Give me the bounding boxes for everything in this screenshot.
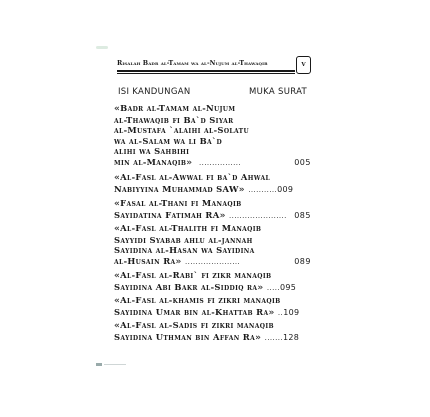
toc-entry-line: «Al-Fasl al-Rabi` fi zikr manaqib: [114, 270, 272, 281]
toc-entry: [114, 103, 311, 169]
toc-entry-last-line: Sayidina Abi Bakr al-Siddiq ra» .....095: [114, 281, 297, 293]
toc-entry-line: «Al-Fasl al-Awwal fi ba`d Ahwal: [114, 172, 271, 183]
toc-entry-last-line: Sayidina Umar bin al-Khattab Ra» ..109: [114, 306, 300, 318]
toc-page-number: 095: [280, 282, 297, 292]
ornament-close: »: [219, 210, 226, 221]
header-title: Risalah Badr al-Tamam wa al-Nujum al-Thawaqib: [117, 60, 268, 67]
page-number-badge: V: [296, 56, 311, 74]
ornament-close: »: [268, 307, 275, 318]
ornament-open: «: [114, 199, 121, 209]
footer-mark: [96, 363, 126, 367]
scan-artifact: [96, 46, 108, 49]
toc-entry-line: wa al-Salam wa li Ba`d: [114, 135, 223, 146]
toc-entry-last-line: Sayidina Uthman bin Affan Ra» .......128: [114, 331, 300, 343]
ornament-close: »: [255, 332, 262, 343]
header-rule-thin: [117, 73, 295, 74]
toc-entry-line: «Al-Fasl al-khamis fi zikri manaqib: [114, 295, 281, 306]
toc-page-number: 009: [277, 184, 294, 194]
toc-page-number: 085: [294, 210, 311, 220]
header-rule: [117, 70, 295, 72]
toc-entry-line: «Al-Fasl al-Thalith fi Manaqib: [114, 223, 262, 234]
toc-page-number: 109: [283, 307, 300, 317]
ornament-open: «: [114, 173, 121, 183]
ornament-close: »: [186, 157, 193, 168]
ornament-close: »: [238, 184, 245, 195]
toc-entry-line: alihi wa Sahbihi: [114, 146, 190, 157]
toc-page-number: 089: [294, 256, 311, 266]
toc-entry: [114, 295, 311, 318]
ornament-open: «: [114, 296, 121, 306]
running-header: [117, 54, 311, 76]
toc-entry-line: al-Mustafa `alaihi al-Solatu: [114, 125, 250, 136]
toc-entry-line: al-Thawaqib fi Ba`d Siyar: [114, 114, 234, 125]
toc-entry-last-line: al-Husain Ra» .....................: [114, 255, 241, 267]
leader-dots: .....: [266, 283, 280, 292]
toc-entry-last-line: Nabiyyina Muhammad SAW» ...........009: [114, 183, 294, 195]
toc-entry-line: «Fasal al-Thani fi Manaqib: [114, 198, 242, 209]
leader-dots: .....................: [184, 257, 241, 266]
toc-entry: [114, 198, 311, 221]
leader-dots: ...........: [248, 185, 278, 194]
leader-dots: ..: [277, 308, 284, 317]
page-column-heading: MUKA SURAT: [249, 87, 308, 97]
toc-entry-last-line: min al-Manaqib» ................: [114, 156, 242, 168]
toc-entry: [114, 172, 311, 195]
toc-entry-line: Sayidina al-Hasan wa Sayidina: [114, 245, 255, 256]
toc-entry: [114, 320, 311, 343]
toc-entry-line: Sayyidi Syabab ahlu al-jannah: [114, 234, 253, 245]
ornament-open: «: [114, 224, 121, 234]
toc-entry-line: «Al-Fasl al-Sadis fi zikri manaqib: [114, 320, 274, 331]
toc-entry-line: «Badr al-Tamam al-Nujum: [114, 103, 236, 114]
toc-entry-last-line: Sayidatina Fatimah RA» ......................: [114, 209, 287, 221]
toc-heading: ISI KANDUNGAN: [118, 87, 191, 97]
leader-dots: ................: [199, 158, 242, 167]
leader-dots: .......: [264, 333, 283, 342]
ornament-open: «: [114, 271, 121, 281]
ornament-open: «: [114, 321, 121, 331]
ornament-close: »: [175, 256, 182, 267]
ornament-open: «: [114, 104, 121, 114]
ornament-close: »: [257, 282, 264, 293]
toc-page-number: 128: [282, 332, 300, 342]
toc-entry: [114, 270, 311, 293]
toc-page-number: 005: [294, 157, 311, 167]
toc-entry: [114, 223, 311, 267]
leader-dots: ......................: [229, 211, 287, 220]
